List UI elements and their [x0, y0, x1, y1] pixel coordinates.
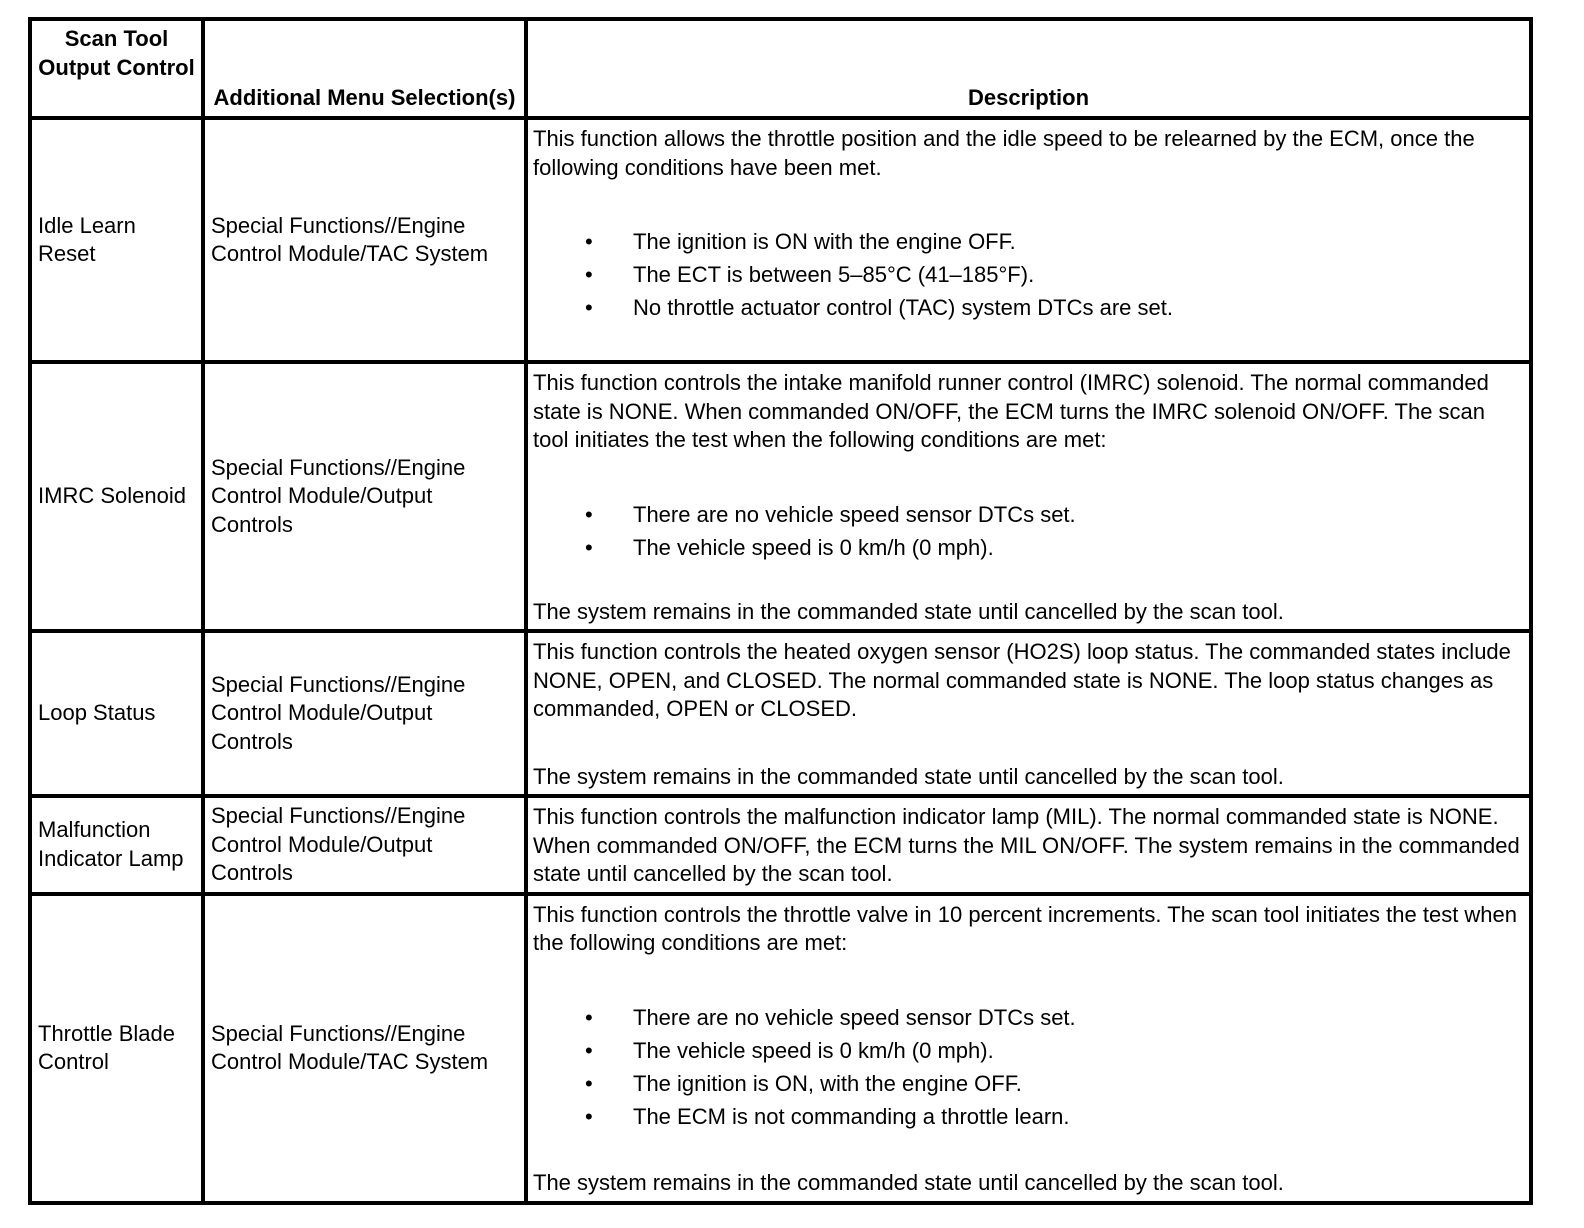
control-cell [30, 118, 203, 362]
table-row [30, 894, 1531, 1203]
table-row [30, 631, 1531, 796]
condition-item: • There are no vehicle speed sensor DTCs set. [533, 498, 1523, 531]
description-intro: This function controls the malfunction indicator lamp (MIL). The normal commanded state is NONE. When commanded ON/OFF, the ECM turns the MIL ON/OFF. The system remains in the commanded state until cancelled by the scan tool. [533, 804, 1520, 886]
menu-path: Special Functions//Engine Control Module/Output Controls [211, 803, 466, 885]
table-row [30, 796, 1531, 894]
control-name: Throttle Blade Control [38, 1020, 175, 1074]
condition-item: • The vehicle speed is 0 km/h (0 mph). [533, 1034, 1523, 1067]
condition-item: • The ECT is between 5–85°C (41–185°F). [533, 258, 1523, 291]
condition-item: • The ECM is not commanding a throttle learn. [533, 1100, 1523, 1133]
scan-tool-output-controls-table [28, 17, 1533, 1205]
menu-path: Special Functions//Engine Control Module/TAC System [211, 212, 489, 266]
description-cell [526, 796, 1531, 894]
control-cell [30, 894, 203, 1203]
table-row [30, 362, 1531, 631]
condition-item: • The vehicle speed is 0 km/h (0 mph). [533, 531, 1523, 564]
menu-cell [203, 362, 526, 631]
condition-item: • No throttle actuator control (TAC) system DTCs are set. [533, 291, 1523, 324]
control-name: Idle Learn Reset [38, 212, 136, 266]
header-menu: Additional Menu Selection(s) [203, 19, 526, 118]
condition-list [533, 1001, 1523, 1133]
description-intro: This function controls the throttle valve in 10 percent increments. The scan tool initiates the test when the following conditions are met: [533, 901, 1518, 955]
menu-cell [203, 894, 526, 1203]
control-name: Loop Status [38, 700, 156, 726]
condition-item: • The ignition is ON with the engine OFF. [533, 225, 1523, 258]
description-cell [526, 118, 1531, 362]
header-row [30, 19, 1531, 118]
condition-list [533, 498, 1523, 564]
description-intro: This function allows the throttle position and the idle speed to be relearned by the ECM, once the following conditions have been met. [533, 126, 1475, 180]
menu-path: Special Functions//Engine Control Module/Output Controls [211, 671, 466, 754]
menu-cell [203, 796, 526, 894]
description-footer: The system remains in the commanded state until cancelled by the scan tool. [533, 598, 1284, 624]
menu-cell [203, 118, 526, 362]
description-footer: The system remains in the commanded state until cancelled by the scan tool. [533, 763, 1284, 789]
description-cell [526, 362, 1531, 631]
condition-list [533, 225, 1523, 324]
control-cell [30, 631, 203, 796]
control-cell [30, 362, 203, 631]
header-description: Description [526, 19, 1531, 118]
description-intro: This function controls the intake manifold runner control (IMRC) solenoid. The normal commanded state is NONE. When commanded ON/OFF, the ECM turns the IMRC solenoid ON/OFF. The scan tool initiates the test when the following conditions are met: [533, 370, 1489, 452]
condition-item: • The ignition is ON, with the engine OFF. [533, 1067, 1523, 1100]
menu-cell [203, 631, 526, 796]
description-cell [526, 894, 1531, 1203]
control-name: Malfunction Indicator Lamp [38, 817, 184, 871]
description-intro: This function controls the heated oxygen sensor (HO2S) loop status. The commanded states include NONE, OPEN, and CLOSED. The normal commanded state is NONE. The loop status changes as commanded, OPEN or CLOSED. [533, 639, 1511, 721]
condition-item: • There are no vehicle speed sensor DTCs set. [533, 1001, 1523, 1034]
description-cell [526, 631, 1531, 796]
menu-path: Special Functions//Engine Control Module/Output Controls [211, 454, 466, 537]
table-row [30, 118, 1531, 362]
control-cell [30, 796, 203, 894]
control-name: IMRC Solenoid [38, 483, 186, 509]
header-control: Scan Tool Output Control [30, 19, 203, 118]
description-footer: The system remains in the commanded state until cancelled by the scan tool. [533, 1170, 1284, 1195]
menu-path: Special Functions//Engine Control Module/TAC System [211, 1020, 489, 1074]
